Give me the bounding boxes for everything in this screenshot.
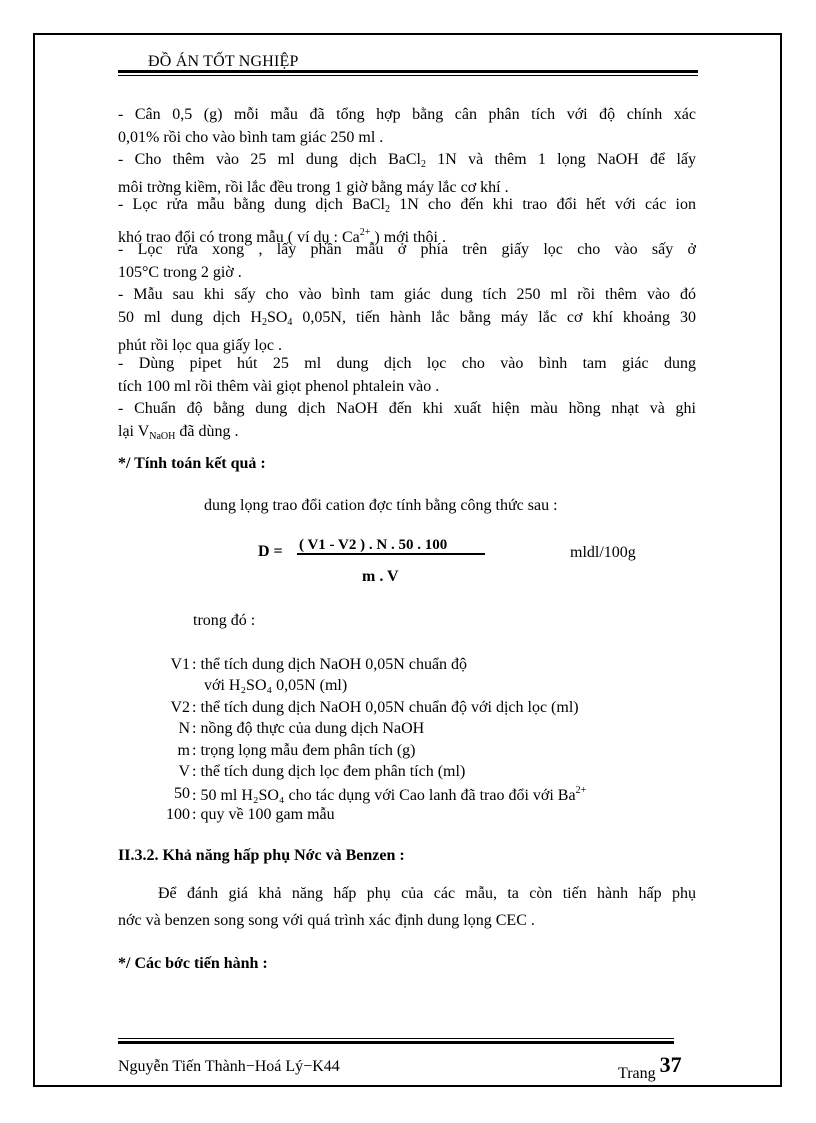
where-label: trong đó : xyxy=(193,612,256,629)
text-fragment: 1N cho đến khi trao đổi hết với các ion xyxy=(390,196,697,213)
text-line: nớc và benzen song song với quá trình xác định dung lọng CEC . xyxy=(118,912,535,929)
legend-key: V xyxy=(178,763,190,780)
text-fragment: : 50 ml H₂SO₄ cho tác dụng với Cao lanh đã trao đổi với Ba xyxy=(192,787,576,804)
text-fragment: khó trao đổi có trong mẫu ( ví dụ : Ca xyxy=(118,229,360,246)
text-fragment: 50 ml dung dịch H xyxy=(118,309,262,326)
legend-text: : thể tích dung dịch lọc đem phân tích (ml) xyxy=(192,763,466,780)
legend-key: V2 xyxy=(170,699,190,716)
page-label: Trang xyxy=(618,1065,656,1082)
legend-text: : trọng lọng mẫu đem phân tích (g) xyxy=(192,742,416,759)
text-line: môi trờng kiềm, rồi lắc đều trong 1 giờ bằng máy lắc cơ khí . xyxy=(118,179,509,196)
text-line xyxy=(118,148,696,176)
text-line: - Dùng pipet hút 25 ml dung dịch lọc cho vào bình tam giác dung xyxy=(118,355,696,372)
formula-unit: mldl/100g xyxy=(570,544,636,561)
legend-key: 100 xyxy=(166,806,190,823)
legend-key: V1 xyxy=(170,656,190,673)
text-line xyxy=(118,193,696,221)
text-line: Để đánh giá khả năng hấp phụ của các mẫu, ta còn tiến hành hấp phụ xyxy=(158,885,696,902)
footer-rule-thin xyxy=(118,1038,674,1039)
legend-text: : nồng độ thực của dung dịch NaOH xyxy=(192,720,425,737)
text-fragment: đã dùng . xyxy=(175,423,239,440)
header-title: ĐỒ ÁN TỐT NGHIỆP xyxy=(148,53,299,70)
text-line: phút rồi lọc qua giấy lọc . xyxy=(118,337,282,354)
superscript: 2+ xyxy=(359,227,371,238)
text-line: - Lọc rửa xong , lấy phần mẫu ở phía trên giấy lọc cho vào sấy ở xyxy=(118,241,696,258)
legend-text: : quy về 100 gam mẫu xyxy=(192,806,335,823)
text-line xyxy=(118,420,696,448)
text-line xyxy=(118,306,696,334)
text-line: 105°C trong 2 giờ . xyxy=(118,264,242,281)
paragraph-adsorption xyxy=(118,880,696,934)
formula-denominator: m . V xyxy=(362,568,399,585)
formula-lhs: D = xyxy=(258,543,283,560)
header-rule-thin xyxy=(118,75,698,76)
paragraph-add-bacl2 xyxy=(118,148,696,199)
section-heading-steps: */ Các bớc tiến hành : xyxy=(118,955,268,972)
footer-author: Nguyễn Tiến Thành−Hoá Lý−K44 xyxy=(118,1058,340,1075)
text-fragment: 1N và thêm 1 lọng NaOH để lấy xyxy=(425,151,696,168)
text-fragment: - Cho thêm vào 25 ml dung dịch BaCl xyxy=(118,151,421,168)
fraction-bar xyxy=(297,553,485,555)
text-fragment: SO xyxy=(266,309,288,326)
legend-text: : thể tích dung dịch NaOH 0,05N chuẩn độ xyxy=(192,656,468,673)
formula-numerator: ( V1 - V2 ) . N . 50 . 100 xyxy=(299,537,448,553)
text-line: - Mẫu sau khi sấy cho vào bình tam giác dung tích 250 ml rồi thêm vào đó xyxy=(118,286,696,303)
text-fragment: 0,05N, tiến hành lắc bằng máy lắc cơ khí khoảng 30 xyxy=(292,309,696,326)
text-line: tích 100 ml rồi thêm vài giọt phenol phtalein vào . xyxy=(118,378,440,395)
legend-key: m xyxy=(177,742,190,759)
legend-key: N xyxy=(178,720,190,737)
text-fragment: lại V xyxy=(118,423,150,440)
legend-text: : thể tích dung dịch NaOH 0,05N chuẩn độ với dịch lọc (ml) xyxy=(192,699,579,716)
section-heading-adsorption: II.3.2. Khả năng hấp phụ Nớc và Benzen : xyxy=(118,847,405,864)
legend-text: với H₂SO₄ 0,05N (ml) xyxy=(204,677,348,694)
footer-page xyxy=(618,1052,682,1084)
paragraph-weigh-sample xyxy=(118,103,696,149)
paragraph-pipette xyxy=(118,352,696,398)
paragraph-h2so4-shake xyxy=(118,283,696,357)
page-number: 37 xyxy=(659,1052,682,1077)
text-line: - Cân 0,5 (g) mỗi mẫu đã tổng hợp bằng cân phân tích với độ chính xác xyxy=(118,106,696,123)
paragraph-dry-sample xyxy=(118,238,696,284)
formula-intro: dung lọng trao đổi cation đợc tính bằng công thức sau : xyxy=(204,497,558,514)
subscript: NaOH xyxy=(149,431,176,442)
footer-rule-thick xyxy=(118,1041,674,1044)
text-line: - Chuẩn độ bằng dung dịch NaOH đến khi xuất hiện màu hồng nhạt và ghi xyxy=(118,400,696,417)
subscript: 4 xyxy=(287,317,293,328)
text-fragment: ) mới thôi . xyxy=(370,229,446,246)
subscript: 2 xyxy=(385,204,390,215)
paragraph-titrate xyxy=(118,397,696,448)
legend-key: 50 xyxy=(174,785,190,802)
subscript: 2 xyxy=(261,317,267,328)
text-fragment: - Lọc rửa mẫu bằng dung dịch BaCl xyxy=(118,196,385,213)
header-rule-thick xyxy=(118,70,698,73)
superscript: 2+ xyxy=(575,785,587,796)
subscript: 2 xyxy=(420,159,426,170)
legend-text xyxy=(192,785,586,805)
text-line: 0,01% rồi cho vào bình tam giác 250 ml . xyxy=(118,129,384,146)
section-heading-calculation: */ Tính toán kết quả : xyxy=(118,455,266,472)
